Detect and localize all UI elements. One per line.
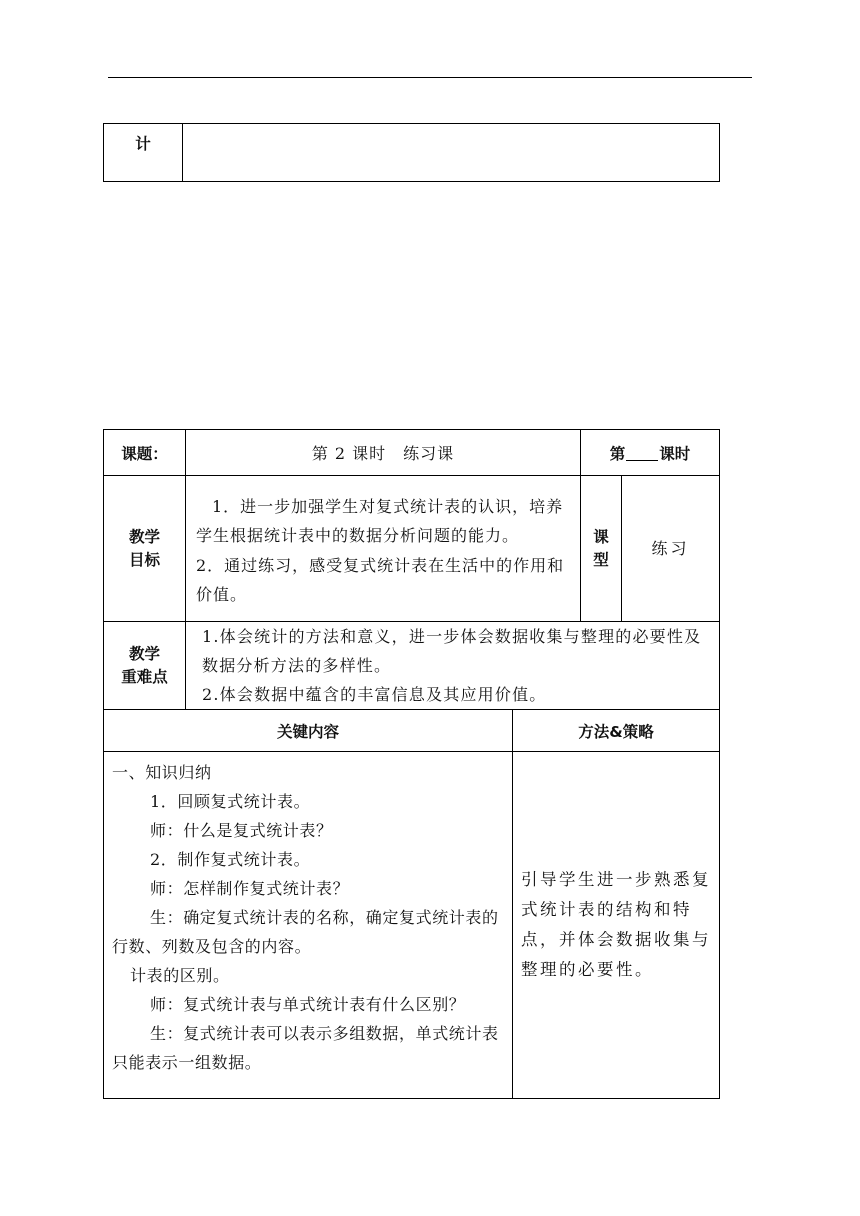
type-label-line-2: 型: [593, 550, 609, 569]
objectives-text: [186, 476, 581, 622]
content-line: 师：复式统计表与单式统计表有什么区别？: [150, 995, 466, 1014]
type-value: 练习: [622, 476, 720, 622]
objectives-label: [104, 476, 186, 622]
content-line: 师：什么是复式统计表？: [150, 821, 333, 840]
difficulty-item: 1.体会统计的方法和意义，进一步体会数据收集与整理的必要性及数据分析方法的多样性。: [202, 627, 702, 675]
top-table-label: 计: [104, 124, 183, 182]
content-line: 一、知识归纳: [112, 763, 212, 782]
type-label: [581, 476, 622, 622]
objective-item: 1．进一步加强学生对复式统计表的认识，培养学生根据统计表中的数据分析问题的能力。: [196, 496, 564, 545]
period-suffix: 课时: [659, 444, 691, 463]
strategy-header: 方法&策略: [513, 710, 720, 752]
title-label: 课题：: [104, 430, 186, 476]
difficulty-item: 2.体会数据中蕴含的丰富信息及其应用价值。: [202, 685, 547, 704]
strategy-cell: [513, 752, 720, 1099]
difficulty-label-line-2: 重难点: [121, 667, 168, 686]
header-rule: [108, 77, 752, 78]
top-table-empty-cell: [183, 124, 720, 182]
period-blank: [626, 446, 658, 461]
key-content-cell: [104, 752, 513, 1099]
period-cell: [581, 430, 720, 476]
objective-item: 2．通过练习，感受复式统计表在生活中的作用和价值。: [196, 555, 565, 604]
strategy-text: 引导学生进一步熟悉复式统计表的结构和特点，并体会数据收集与整理的必要性。: [521, 870, 711, 979]
difficulty-label: [104, 622, 186, 710]
content-line: 1．回顾复式统计表。: [150, 792, 311, 811]
content-header: 关键内容: [104, 710, 513, 752]
content-line: 计表的区别。: [130, 966, 230, 985]
top-table-fragment: [103, 123, 720, 182]
content-line: 2．制作复式统计表。: [150, 850, 311, 869]
lesson-plan-table: [103, 429, 720, 1099]
content-line: 生：复式统计表可以表示多组数据，单式统计表只能表示一组数据。: [112, 1024, 499, 1072]
content-line: 生：确定复式统计表的名称，确定复式统计表的行数、列数及包含的内容。: [112, 908, 499, 956]
lesson-title: 第 2 课时 练习课: [186, 430, 581, 476]
objectives-label-line-1: 教学: [128, 527, 160, 546]
objectives-label-line-2: 目标: [128, 550, 160, 569]
difficulty-label-line-1: 教学: [128, 644, 160, 663]
difficulty-text: [186, 622, 720, 710]
type-label-line-1: 课: [593, 527, 609, 546]
period-prefix: 第: [609, 444, 626, 463]
content-line: 师：怎样制作复式统计表？: [150, 879, 350, 898]
